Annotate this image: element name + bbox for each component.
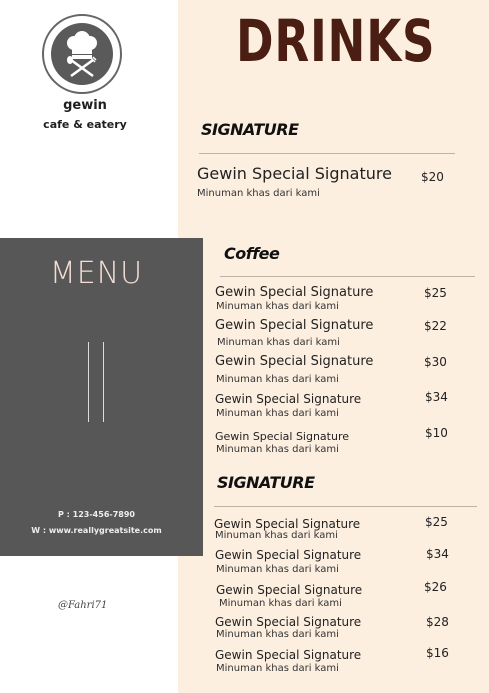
menu-item-description: Minuman khas dari kami (216, 663, 339, 674)
menu-item-price: $26 (424, 580, 447, 594)
menu-item-price: $22 (424, 319, 447, 333)
menu-item-name: Gewin Special Signature (216, 583, 363, 597)
menu-item-price: $28 (426, 615, 449, 629)
menu-item-description: Minuman khas dari kami (197, 188, 320, 199)
menu-item-description: Minuman khas dari kami (216, 444, 339, 455)
menu-item-name: Gewin Special Signature (215, 285, 374, 300)
menu-item-description: Minuman khas dari kami (216, 374, 339, 385)
menu-item-price: $25 (425, 515, 448, 529)
menu-item-name: Gewin Special Signature (215, 648, 362, 662)
menu-item-name: Gewin Special Signature (215, 430, 350, 443)
menu-item-price: $34 (425, 390, 448, 404)
menu-item-description: Minuman khas dari kami (216, 564, 339, 575)
section-heading-coffee: Coffee (224, 244, 280, 263)
contact-phone: P : 123-456-7890 (58, 510, 135, 519)
menu-item-name: Gewin Special Signature (197, 164, 392, 183)
menu-item-name: Gewin Special Signature (215, 392, 362, 406)
menu-item-name: Gewin Special Signature (215, 318, 374, 333)
menu-panel (0, 238, 203, 556)
brand-tagline: cafe & eatery (43, 118, 127, 131)
menu-item-description: Minuman khas dari kami (219, 598, 342, 609)
designer-signature: @Fahri71 (58, 600, 108, 611)
menu-item-description: Minuman khas dari kami (216, 301, 339, 312)
section-divider (199, 153, 455, 154)
menu-item-price: $10 (425, 426, 448, 440)
contact-website: W : www.reallygreatsite.com (31, 526, 162, 535)
section-divider (220, 276, 475, 277)
menu-item-price: $34 (426, 547, 449, 561)
chef-hat-utensils-icon (51, 23, 113, 85)
section-heading-signature: SIGNATURE (217, 473, 315, 492)
menu-item-name: Gewin Special Signature (214, 517, 361, 531)
brand-name: gewin (63, 98, 107, 113)
section-divider (214, 506, 477, 507)
menu-item-price: $30 (424, 355, 447, 369)
menu-item-description: Minuman khas dari kami (216, 629, 339, 640)
menu-item-price: $25 (424, 286, 447, 300)
menu-item-description: Minuman khas dari kami (216, 408, 339, 419)
menu-item-description: Minuman khas dari kami (217, 337, 340, 348)
section-heading-signature: SIGNATURE (201, 120, 299, 139)
panel-divider-line (88, 342, 89, 422)
logo-badge (51, 23, 113, 85)
menu-item-price: $20 (421, 170, 444, 184)
menu-item-name: Gewin Special Signature (215, 615, 362, 629)
menu-item-description: Minuman khas dari kami (215, 530, 338, 541)
menu-item-price: $16 (426, 646, 449, 660)
menu-label: MENU (49, 256, 144, 291)
panel-divider-line (103, 342, 104, 422)
menu-item-name: Gewin Special Signature (215, 354, 374, 369)
menu-item-name: Gewin Special Signature (215, 548, 362, 562)
brand-logo (42, 14, 122, 94)
page-title: DRINKS (236, 7, 436, 75)
